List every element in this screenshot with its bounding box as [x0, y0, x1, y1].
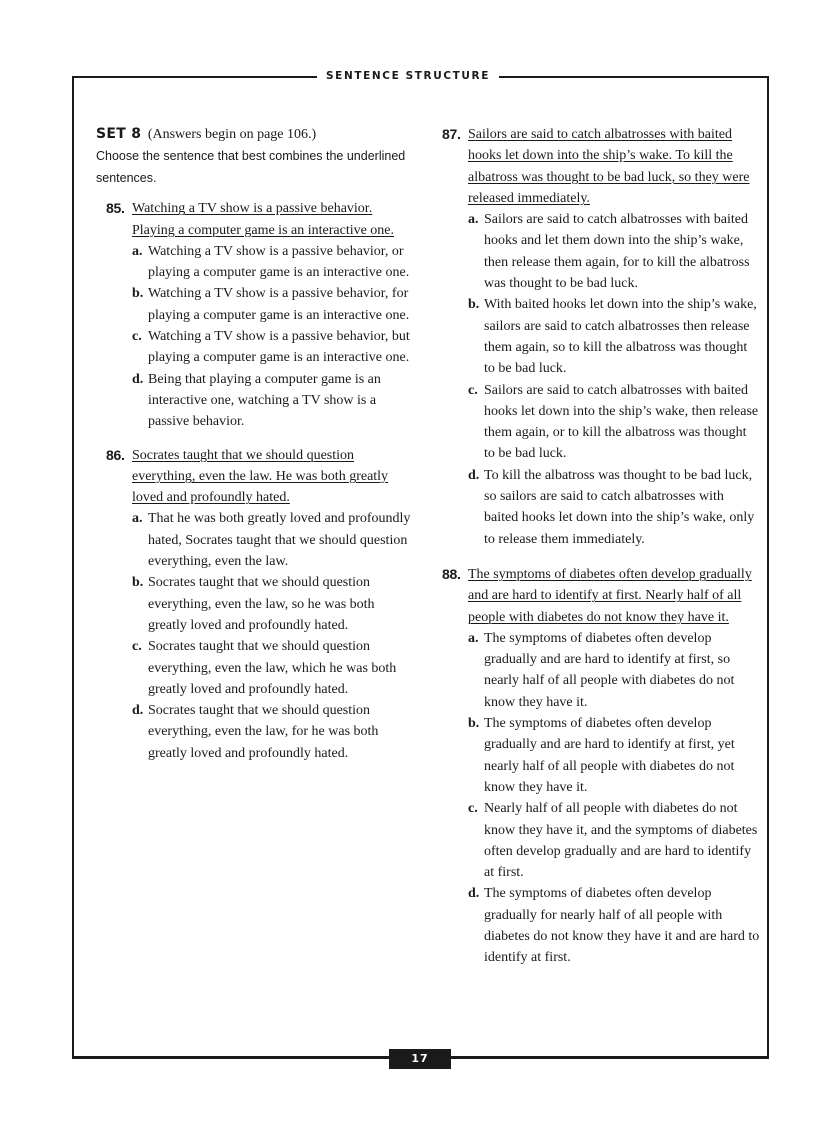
answer-option-b[interactable] — [132, 283, 416, 326]
answer-option-a[interactable] — [468, 628, 760, 713]
set-instructions: Choose the sentence that best combines the underlined sentences. — [96, 149, 406, 186]
option-text: Socrates taught that we should question everything, even the law, which he was both greatly loved and profoundly hated. — [148, 639, 397, 697]
option-letter: d. — [132, 703, 144, 719]
question-85 — [96, 198, 416, 432]
option-text: Socrates taught that we should question everything, even the law, for he was both greatly loved and profoundly hated. — [148, 703, 379, 761]
answer-option-c[interactable] — [468, 380, 760, 465]
answer-option-a[interactable] — [468, 209, 760, 294]
question-stem: Socrates taught that we should question everything, even the law. He was both greatly loved and profoundly hated. — [132, 447, 389, 506]
option-letter: d. — [468, 467, 480, 483]
answer-option-d[interactable] — [468, 465, 760, 550]
answer-option-a[interactable] — [132, 508, 416, 572]
option-text: Watching a TV show is a passive behavior, for playing a computer game is an interactive one. — [148, 286, 410, 323]
option-text: To kill the albatross was thought to be bad luck, so sailors are said to catch albatrosses with baited hooks let down into the ship’s wake, only to release them immediately. — [484, 467, 755, 547]
section-header: SENTENCE STRUCTURE — [317, 69, 499, 83]
question-number: 88. — [442, 565, 461, 582]
question-number: 86. — [106, 446, 125, 463]
answer-option-b[interactable] — [468, 713, 760, 798]
answer-option-b[interactable] — [468, 294, 760, 379]
option-text: That he was both greatly loved and profoundly hated, Socrates taught that we should question everything, even the law. — [148, 511, 411, 570]
question-87 — [440, 124, 760, 550]
option-letter: b. — [132, 575, 144, 591]
option-text: Socrates taught that we should question everything, even the law, so he was both greatly loved and profoundly hated. — [148, 575, 375, 633]
option-text: With baited hooks let down into the ship’s wake, sailors are said to catch albatrosses then release them again, so to kill the albatross was thought to be bad luck. — [484, 297, 757, 377]
option-letter: c. — [468, 801, 478, 817]
set-label: SET 8 — [96, 126, 142, 142]
set-heading — [96, 124, 416, 145]
option-letter: a. — [132, 511, 143, 527]
option-text: Watching a TV show is a passive behavior, or playing a computer game is an interactive one. — [148, 243, 410, 281]
answer-option-c[interactable] — [132, 636, 416, 700]
option-text: Sailors are said to catch albatrosses with baited hooks let down into the ship’s wake, then release them again, or to kill the albatross was thought to be bad luck. — [484, 382, 759, 462]
answer-option-d[interactable] — [132, 369, 416, 433]
right-column — [440, 124, 760, 969]
option-letter: b. — [468, 297, 480, 313]
page-number: 17 — [389, 1049, 451, 1069]
option-letter: d. — [468, 886, 480, 902]
option-text: The symptoms of diabetes often develop gradually and are hard to identify at first, yet nearly half of all people with diabetes do not know they have it. — [484, 716, 735, 795]
answer-option-b[interactable] — [132, 572, 416, 636]
option-letter: d. — [132, 371, 144, 387]
option-letter: b. — [468, 716, 480, 732]
question-88 — [440, 564, 760, 969]
option-text: Watching a TV show is a passive behavior, but playing a computer game is an interactive one. — [148, 329, 410, 366]
question-stem: The symptoms of diabetes often develop gradually and are hard to identify at first. Nearly half of all people with diabetes do not know they have it. — [468, 566, 752, 625]
option-letter: c. — [132, 329, 142, 345]
option-text: Nearly half of all people with diabetes do not know they have it, and the symptoms of diabetes often develop gradually and are hard to identify at first. — [484, 801, 758, 881]
set-answers-note: (Answers begin on page 106.) — [147, 127, 317, 142]
option-letter: c. — [132, 639, 142, 655]
answer-option-d[interactable] — [468, 883, 760, 968]
answer-option-d[interactable] — [132, 700, 416, 764]
question-stem: Watching a TV show is a passive behavior. Playing a computer game is an interactive one. — [132, 201, 395, 238]
option-letter: a. — [468, 212, 479, 228]
left-column — [96, 124, 416, 764]
answer-option-c[interactable] — [132, 326, 416, 369]
option-text: The symptoms of diabetes often develop gradually and are hard to identify at first, so nearly half of all people with diabetes do not know they have it. — [484, 630, 735, 710]
option-text: The symptoms of diabetes often develop gradually for nearly half of all people with diabetes do not know they have it and are hard to identify at first. — [484, 886, 760, 966]
option-letter: a. — [132, 243, 143, 259]
option-text: Sailors are said to catch albatrosses with baited hooks and let them down into the ship’s wake, then release them again, for to kill the albatross was thought to be bad luck. — [484, 212, 750, 292]
question-stem: Sailors are said to catch albatrosses with baited hooks let down into the ship’s wake. To kill the albatross was thought to be bad luck, so they were released immediately. — [468, 127, 750, 206]
answer-option-c[interactable] — [468, 798, 760, 883]
option-letter: c. — [468, 382, 478, 398]
question-number: 87. — [442, 126, 461, 142]
question-86 — [96, 445, 416, 764]
question-number: 85. — [106, 200, 125, 217]
option-letter: b. — [132, 286, 144, 302]
answer-option-a[interactable] — [132, 241, 416, 284]
option-letter: a. — [468, 630, 479, 646]
option-text: Being that playing a computer game is an interactive one, watching a TV show is a passive behavior. — [148, 371, 381, 430]
